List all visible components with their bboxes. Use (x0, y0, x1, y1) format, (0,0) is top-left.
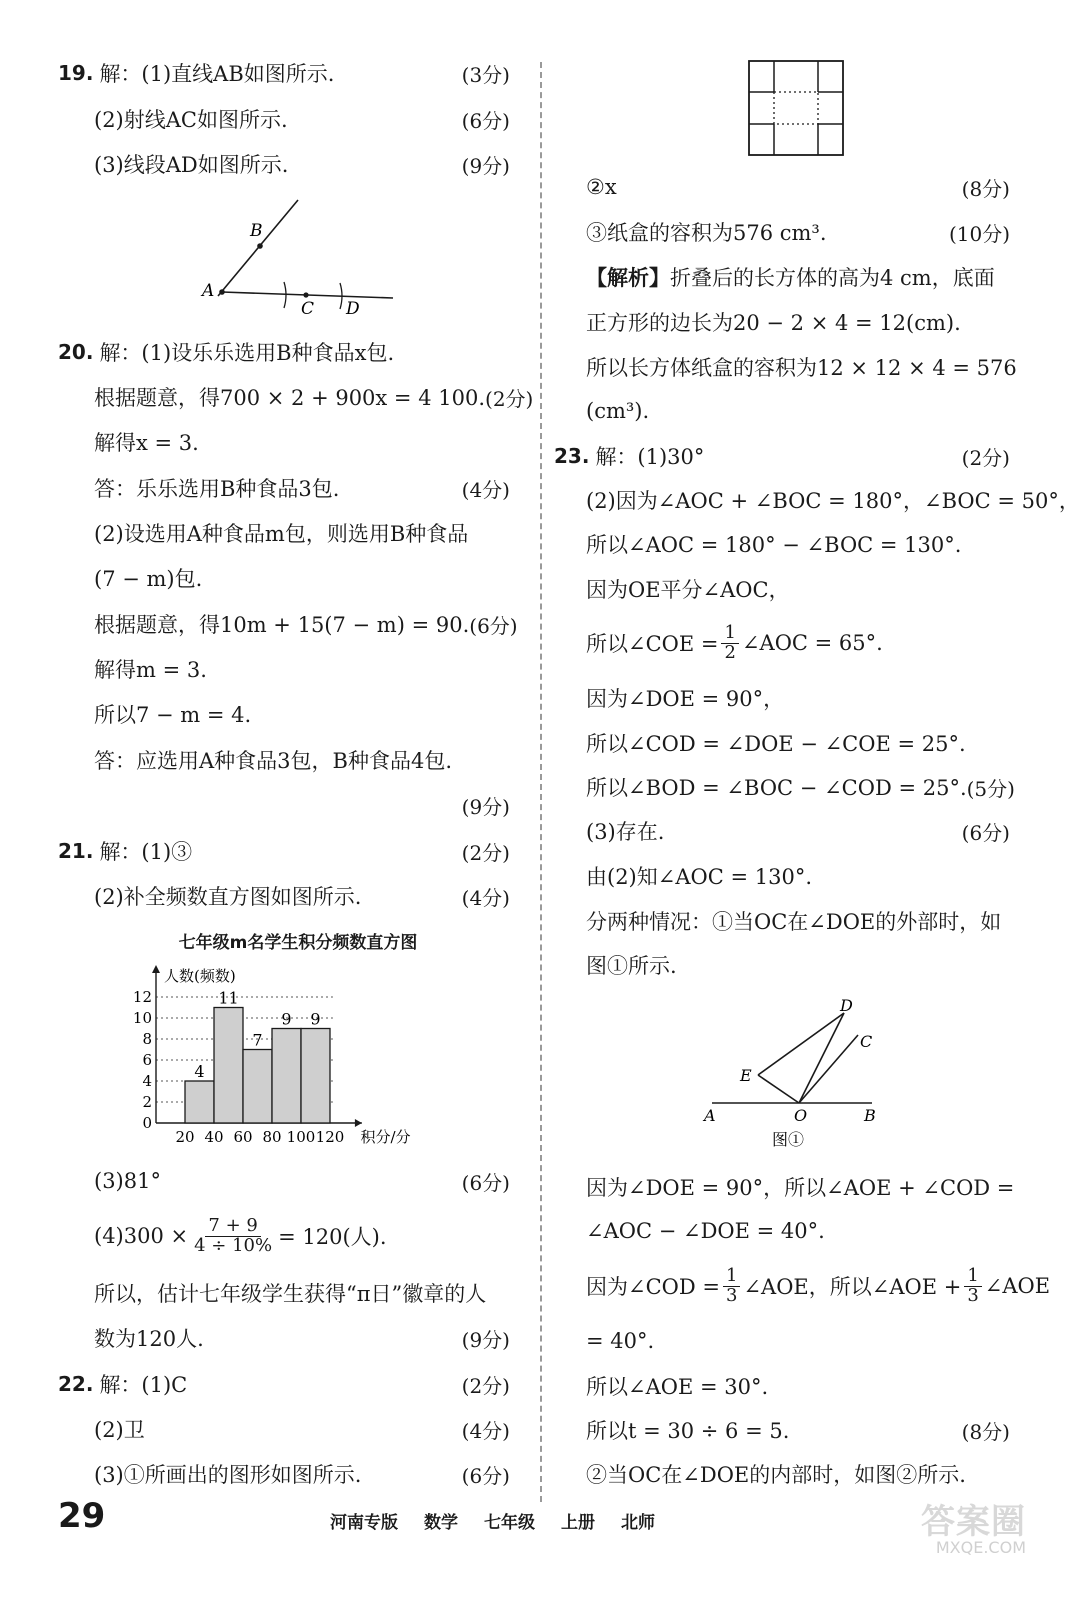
q23-number: 23. (554, 444, 590, 468)
fraction-half: $\frac{1}{2}$ (721, 624, 738, 663)
q23-line-13: 因为∠DOE = 90°，所以∠AOE + ∠COD = (586, 1176, 1015, 1200)
footer-publisher: 北师 (621, 1513, 655, 1533)
q19-line-2: (2)射线AC如图所示. (6分) (58, 100, 510, 138)
watermark-url: MXQE.COM (935, 1538, 1026, 1557)
point-c (303, 292, 308, 297)
analysis-tag: 【解析】 (586, 265, 670, 290)
q20-line-4: 答：乐乐选用B种食品3包. (4分) (94, 477, 510, 502)
histogram-bar (214, 1008, 243, 1124)
label-c: C (301, 299, 315, 319)
watermark-logo: 答案圈 (921, 1502, 1026, 1542)
label-a: A (202, 281, 215, 301)
q23-line-5: 所以∠COE = $\frac{1}{2}$ ∠AOC = 65°. (586, 621, 883, 663)
point-a (219, 289, 225, 295)
q20-line-10: 答：应选用A种食品3包，B种食品4包. (94, 749, 452, 773)
histogram-bar (243, 1050, 272, 1124)
footer-volume: 上册 (561, 1513, 595, 1533)
x-tick-label: 120 (315, 1128, 345, 1146)
q20-line-2: 根据题意，得700 × 2 + 900x = 4 100. (2分) (94, 386, 534, 411)
q23-line-9: (3)存在. (6分) (586, 820, 1010, 845)
q23-line-10: 由(2)知∠AOC = 130°. (586, 865, 812, 889)
svg-text:E: E (740, 1066, 752, 1085)
q20-line-9: 所以7 − m = 4. (94, 703, 252, 727)
box-net-figure (748, 60, 844, 156)
q22-analysis-line-2: 正方形的边长为20 − 2 × 4 = 12(cm). (586, 311, 961, 335)
q20-number: 20. (58, 340, 94, 364)
q19-score-1: (3分) (461, 62, 510, 87)
q21-line-6: 数为120人. (9分) (94, 1327, 510, 1352)
q20-line-7: 根据题意，得10m + 15(7 − m) = 90. (6分) (94, 613, 518, 638)
x-tick-label: 100 (286, 1128, 316, 1146)
q19-score-3: (9分) (461, 153, 510, 178)
bar-value-label: 4 (194, 1062, 205, 1081)
segment-oe (758, 1075, 799, 1103)
q23-line-7: 所以∠COD = ∠DOE − ∠COE = 25°. (586, 732, 966, 756)
y-axis-label: 人数(频数) (164, 967, 236, 985)
y-tick-label: 10 (132, 1009, 152, 1027)
y-tick-label: 8 (142, 1030, 152, 1048)
svg-text:O: O (794, 1106, 808, 1125)
x-axis-label: 积分/分 (360, 1128, 411, 1146)
fraction-third-1: $\frac{1}{3}$ (723, 1267, 740, 1306)
line-ab (218, 200, 298, 296)
histogram-chart (132, 955, 468, 1155)
q22-analysis-line-3: 所以长方体纸盒的容积为12 × 12 × 4 = 576 (586, 356, 1017, 380)
bar-value-label: 7 (252, 1030, 263, 1050)
angle-figure-1 (692, 995, 892, 1155)
svg-text:B: B (864, 1106, 876, 1125)
x-tick-label: 80 (262, 1128, 282, 1146)
q20-line-11: (9分) (461, 794, 510, 819)
q19-line-1: 19. 解：(1)直线AB如图所示. (3分) (58, 54, 510, 92)
footer-subject: 数学 (424, 1513, 458, 1533)
q19-score-2: (6分) (461, 108, 510, 133)
q23-line-3: 所以∠AOC = 180° − ∠BOC = 130°. (586, 533, 962, 557)
q23-line-18: 所以t = 30 ÷ 6 = 5. (8分) (586, 1419, 1010, 1444)
q21-line-1: 21. 解：(1)③ (2分) (58, 839, 510, 865)
q21-number: 21. (58, 839, 94, 863)
page-footer (0, 1490, 1066, 1557)
point-b (257, 243, 263, 249)
x-tick-label: 40 (204, 1128, 224, 1146)
footer-edition: 河南专版 (330, 1513, 398, 1533)
svg-text:C: C (860, 1032, 873, 1051)
q20-line-6: (7 − m)包. (94, 567, 203, 591)
fraction-third-2: $\frac{1}{3}$ (964, 1267, 981, 1306)
q23-line-17: 所以∠AOE = 30°. (586, 1375, 769, 1399)
label-b: B (250, 221, 263, 241)
histogram-bar (272, 1029, 301, 1124)
svg-text:D: D (840, 996, 853, 1015)
page-number: 29 (58, 1496, 106, 1536)
footer-info (330, 1508, 655, 1533)
figure-caption: 图① (772, 1130, 805, 1149)
q23-line-16: = 40°. (586, 1329, 655, 1353)
y-axis-arrow (152, 965, 160, 973)
q22-analysis-line-4: (cm³). (586, 399, 650, 423)
q22-line-1: 22. 解：(1)C (2分) (58, 1372, 510, 1398)
x-tick-label: 20 (175, 1128, 195, 1146)
y-tick-label: 0 (142, 1114, 152, 1132)
q23-line-11: 分两种情况：①当OC在∠DOE的外部时，如 (586, 910, 1002, 934)
q21-line-5: 所以，估计七年级学生获得“π日”徽章的人 (94, 1282, 487, 1306)
q20-line-1: 20. 解：(1)设乐乐选用B种食品x包. (58, 340, 395, 365)
histogram-bar (185, 1081, 214, 1123)
y-tick-label: 2 (142, 1093, 152, 1111)
q22-line-3: (3)①所画出的图形如图所示. (6分) (94, 1463, 510, 1488)
q23-line-2: (2)因为∠AOC + ∠BOC = 180°，∠BOC = 50°， (586, 489, 1080, 513)
bar-value-label: 11 (218, 988, 239, 1008)
q20-line-3: 解得x = 3. (94, 431, 199, 455)
svg-text:A: A (704, 1106, 716, 1125)
q23-line-4: 因为OE平分∠AOC， (586, 578, 790, 602)
q23-line-12: 图①所示. (586, 954, 677, 978)
y-tick-label: 4 (142, 1072, 152, 1090)
x-tick-label: 60 (233, 1128, 253, 1146)
q19-line-3: (3)线段AD如图所示. (9分) (58, 145, 510, 183)
q19-number: 19. (58, 61, 94, 85)
column-divider (540, 62, 542, 1502)
q23-line-19: ②当OC在∠DOE的内部时，如图②所示. (586, 1463, 966, 1487)
q22-line-4: ②x (8分) (586, 175, 1010, 201)
q19-line-figure (188, 188, 408, 323)
q22-number: 22. (58, 1372, 94, 1396)
label-d: D (346, 299, 360, 319)
q20-line-8: 解得m = 3. (94, 658, 207, 682)
q23-line-8: 所以∠BOD = ∠BOC − ∠COD = 25°. (5分) (586, 776, 1015, 801)
q21-line-2: (2)补全频数直方图如图所示. (4分) (94, 885, 510, 910)
x-axis-arrow (355, 1119, 362, 1127)
histogram-title: 七年级m名学生积分频数直方图 (178, 933, 418, 953)
histogram-bar (301, 1029, 330, 1124)
footer-grade: 七年级 (484, 1513, 535, 1533)
y-tick-label: 6 (142, 1051, 152, 1069)
q23-line-14: ∠AOC − ∠DOE = 40°. (586, 1219, 825, 1243)
q23-line-1: 23. 解：(1)30° (2分) (554, 444, 1010, 470)
fraction-q21: $\frac{7 + 9}{4 \div 10\%}$ (194, 1214, 273, 1256)
q21-line-3: (3)81° (6分) (94, 1169, 510, 1195)
bar-value-label: 9 (310, 1009, 321, 1029)
q22-analysis-line-1: 【解析】 折叠后的长方体的高为4 cm，底面 (582, 258, 1010, 296)
q20-line-5: (2)设选用A种食品m包，则选用B种食品 (94, 522, 469, 546)
q23-line-15: 因为∠COD = $\frac{1}{3}$ ∠AOE，所以∠AOE + $\frac{1}{3}$ ∠AOE (586, 1264, 1051, 1306)
bar-value-label: 9 (281, 1009, 292, 1029)
q22-line-5: ③纸盒的容积为576 cm³. (10分) (586, 221, 1010, 246)
q22-line-2: (2)卫 (4分) (94, 1418, 510, 1443)
q21-line-4: (4)300 × $\frac{7 + 9}{4 \div 10\%}$ = 120(人). (94, 1214, 387, 1256)
q23-line-6: 因为∠DOE = 90°， (586, 687, 785, 711)
y-tick-label: 12 (132, 988, 152, 1006)
